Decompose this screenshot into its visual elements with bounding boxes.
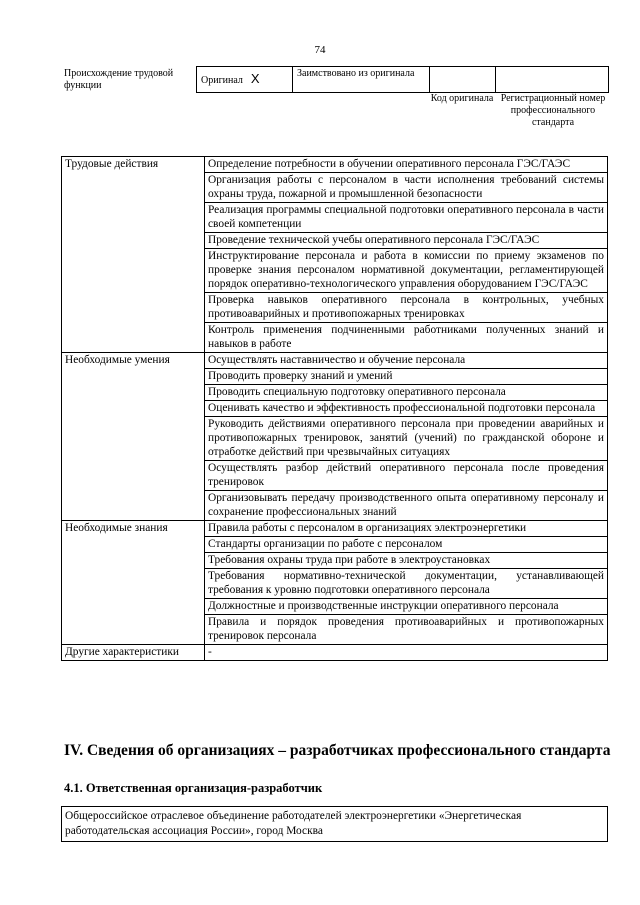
code-caption: Код оригинала (430, 93, 494, 104)
page-number: 74 (314, 44, 326, 56)
origin-label: Происхождение трудовой функции (64, 68, 174, 91)
section-item: Проверка навыков оперативного персонала в контрольных, учебных противоаварийных и противопожарных тренировках (205, 293, 608, 323)
section-label: Необходимые знания (62, 521, 205, 645)
section-item: Руководить действиями оперативного персонала при проведении аварийных и противопожарных тренировок, занятий (учений) по гражданской обороне и отработке действий при чрезвычайных ситуациях (205, 417, 608, 461)
section-item: Осуществлять разбор действий оперативного персонала после проведения тренировок (205, 461, 608, 491)
reg-number-cell (496, 67, 609, 93)
section-item: Проводить проверку знаний и умений (205, 369, 608, 385)
section-item: Проводить специальную подготовку оперативного персонала (205, 385, 608, 401)
section-item: Правила работы с персоналом в организациях электроэнергетики (205, 521, 608, 537)
section-item: Требования охраны труда при работе в электроустановках (205, 553, 608, 569)
organization-box (61, 806, 608, 842)
section-item: Проведение технической учебы оперативного персонала ГЭС/ГАЭС (205, 233, 608, 249)
section-item: Контроль применения подчиненными работниками полученных знаний и навыков в работе (205, 323, 608, 353)
original-mark: X (250, 71, 260, 86)
section-item: Правила и порядок проведения противоаварийных и противопожарных тренировок персонала (205, 615, 608, 645)
code-cell (430, 67, 496, 93)
section-label: Другие характеристики (62, 645, 205, 661)
section-item: Организация работы с персоналом в части исполнения требований системы охраны труда, пожарной и промышленной безопасности (205, 173, 608, 203)
section-item: Оценивать качество и эффективность профессиональной подготовки персонала (205, 401, 608, 417)
section-iv-heading: IV. Сведения об организациях – разработчиках профессионального стандарта (64, 742, 611, 759)
section-item: Реализация программы специальной подготовки оперативного персонала в части своей компетенции (205, 203, 608, 233)
table-row (62, 521, 608, 537)
organization-name: Общероссийское отраслевое объединение работодателей электроэнергетики «Энергетическая работодательская ассоциация России», город Москва (65, 810, 522, 837)
section-item: Стандарты организации по работе с персоналом (205, 537, 608, 553)
table-row (62, 645, 608, 661)
section-item: - (205, 645, 608, 661)
section-label: Трудовые действия (62, 157, 205, 353)
borrowed-label: Заимствовано из оригинала (297, 68, 415, 79)
original-label: Оригинал (201, 75, 243, 86)
labor-function-table (61, 156, 608, 661)
subsection-heading: 4.1. Ответственная организация-разработчик (64, 781, 323, 795)
table-row (62, 157, 608, 173)
section-item: Должностные и производственные инструкции оперативного персонала (205, 599, 608, 615)
reg-number-caption: Регистрационный номер профессионального стандарта (500, 93, 606, 128)
borrowed-cell (293, 67, 430, 93)
section-item: Организовывать передачу производственного опыта оперативному персоналу и сохранение профессиональных знаний (205, 491, 608, 521)
section-item: Требования нормативно-технической документации, устанавливающей требования к уровню подготовки оперативного персонала (205, 569, 608, 599)
section-label: Необходимые умения (62, 353, 205, 521)
section-item: Осуществлять наставничество и обучение персонала (205, 353, 608, 369)
table-row (62, 353, 608, 369)
section-item: Инструктирование персонала и работа в комиссии по приему экзаменов по проверке знания персоналом нормативной документации, регламентирующей порядок оперативно-технологического управления оборудованием ГЭС/ГАЭС (205, 249, 608, 293)
origin-grid (196, 66, 609, 93)
origin-original-cell (197, 67, 293, 93)
section-item: Определение потребности в обучении оперативного персонала ГЭС/ГАЭС (205, 157, 608, 173)
